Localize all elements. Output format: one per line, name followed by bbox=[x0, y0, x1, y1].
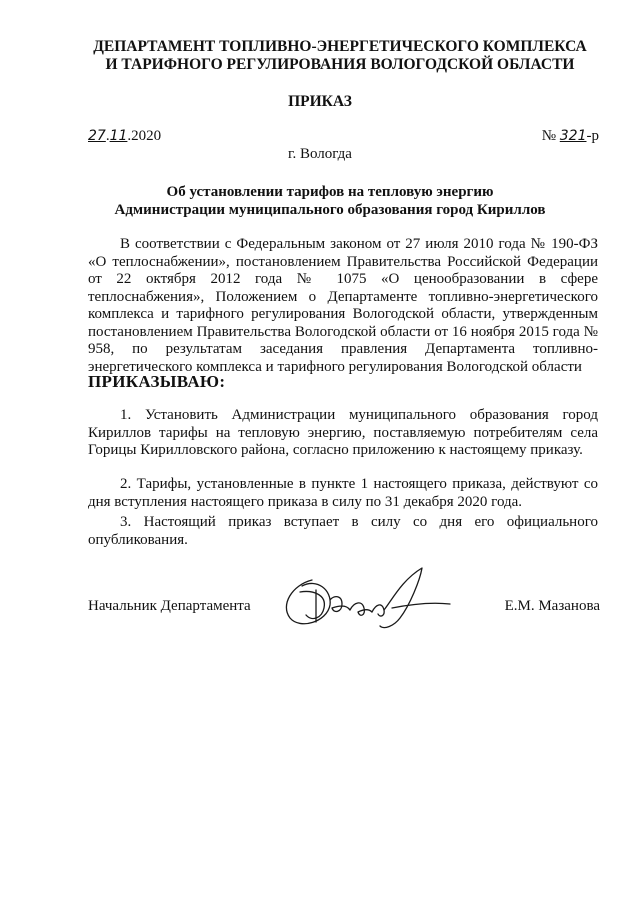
preamble-paragraph: В соответствии с Федеральным законом от 27 июля 2010 года № 190-ФЗ «О теплоснабжении», постановлением Правительства Российской Федерации от 22 октября 2012 года № 1075 «О ценообразовании в сфере теплоснабжения», Положением о Департаменте топливно-энергетического комплекса и тарифного регулирования Вологодской области, утвержденным постановлением Правительства Вологодской области от 16 ноября 2015 года № 958, по результатам заседания правления Департамента топливно-энергетического комплекса и тарифного регулирования Вологодской области bbox=[88, 236, 598, 375]
order-item-3: 3. Настоящий приказ вступает в силу со дня его официального опубликования. bbox=[88, 514, 598, 548]
department-line-1: ДЕПАРТАМЕНТ ТОПЛИВНО-ЭНЕРГЕТИЧЕСКОГО КОМПЛЕКСА bbox=[93, 38, 587, 55]
signature-graphic bbox=[272, 560, 462, 640]
subject-line-2: Администрации муниципального образования город Кириллов bbox=[114, 202, 546, 218]
document-type: ПРИКАЗ bbox=[288, 93, 352, 110]
signatory-name: Е.М. Мазанова bbox=[504, 598, 600, 614]
date-year: .2020 bbox=[127, 128, 162, 144]
department-line-2: И ТАРИФНОГО РЕГУЛИРОВАНИЯ ВОЛОГОДСКОЙ ОБЛАСТИ bbox=[105, 56, 575, 73]
order-date bbox=[88, 128, 161, 145]
order-number bbox=[542, 128, 599, 145]
order-item-1: 1. Установить Администрации муниципального образования город Кириллов тарифы на тепловую энергию, поставляемую потребителям села Горицы Кирилловского района, согласно приложению к настоящему приказу. bbox=[88, 407, 598, 458]
order-item-2: 2. Тарифы, установленные в пункте 1 настоящего приказа, действуют со дня вступления настоящего приказа в силу по 31 декабря 2020 года. bbox=[88, 476, 598, 510]
handwritten-signature bbox=[272, 560, 462, 645]
date-separator: . bbox=[105, 128, 110, 144]
subject-line-1: Об установлении тарифов на тепловую энергию bbox=[166, 184, 494, 200]
signatory-role: Начальник Департамента bbox=[88, 598, 251, 614]
city: г. Вологда bbox=[288, 146, 352, 162]
number-suffix: -р bbox=[586, 128, 599, 144]
order-subject bbox=[80, 183, 580, 219]
number-prefix: № bbox=[541, 128, 557, 144]
date-day: 27 bbox=[88, 128, 106, 144]
number-value: 321 bbox=[559, 128, 587, 144]
department-name bbox=[40, 38, 640, 74]
date-month: 11 bbox=[109, 128, 128, 144]
order-word: ПРИКАЗЫВАЮ: bbox=[88, 372, 226, 391]
